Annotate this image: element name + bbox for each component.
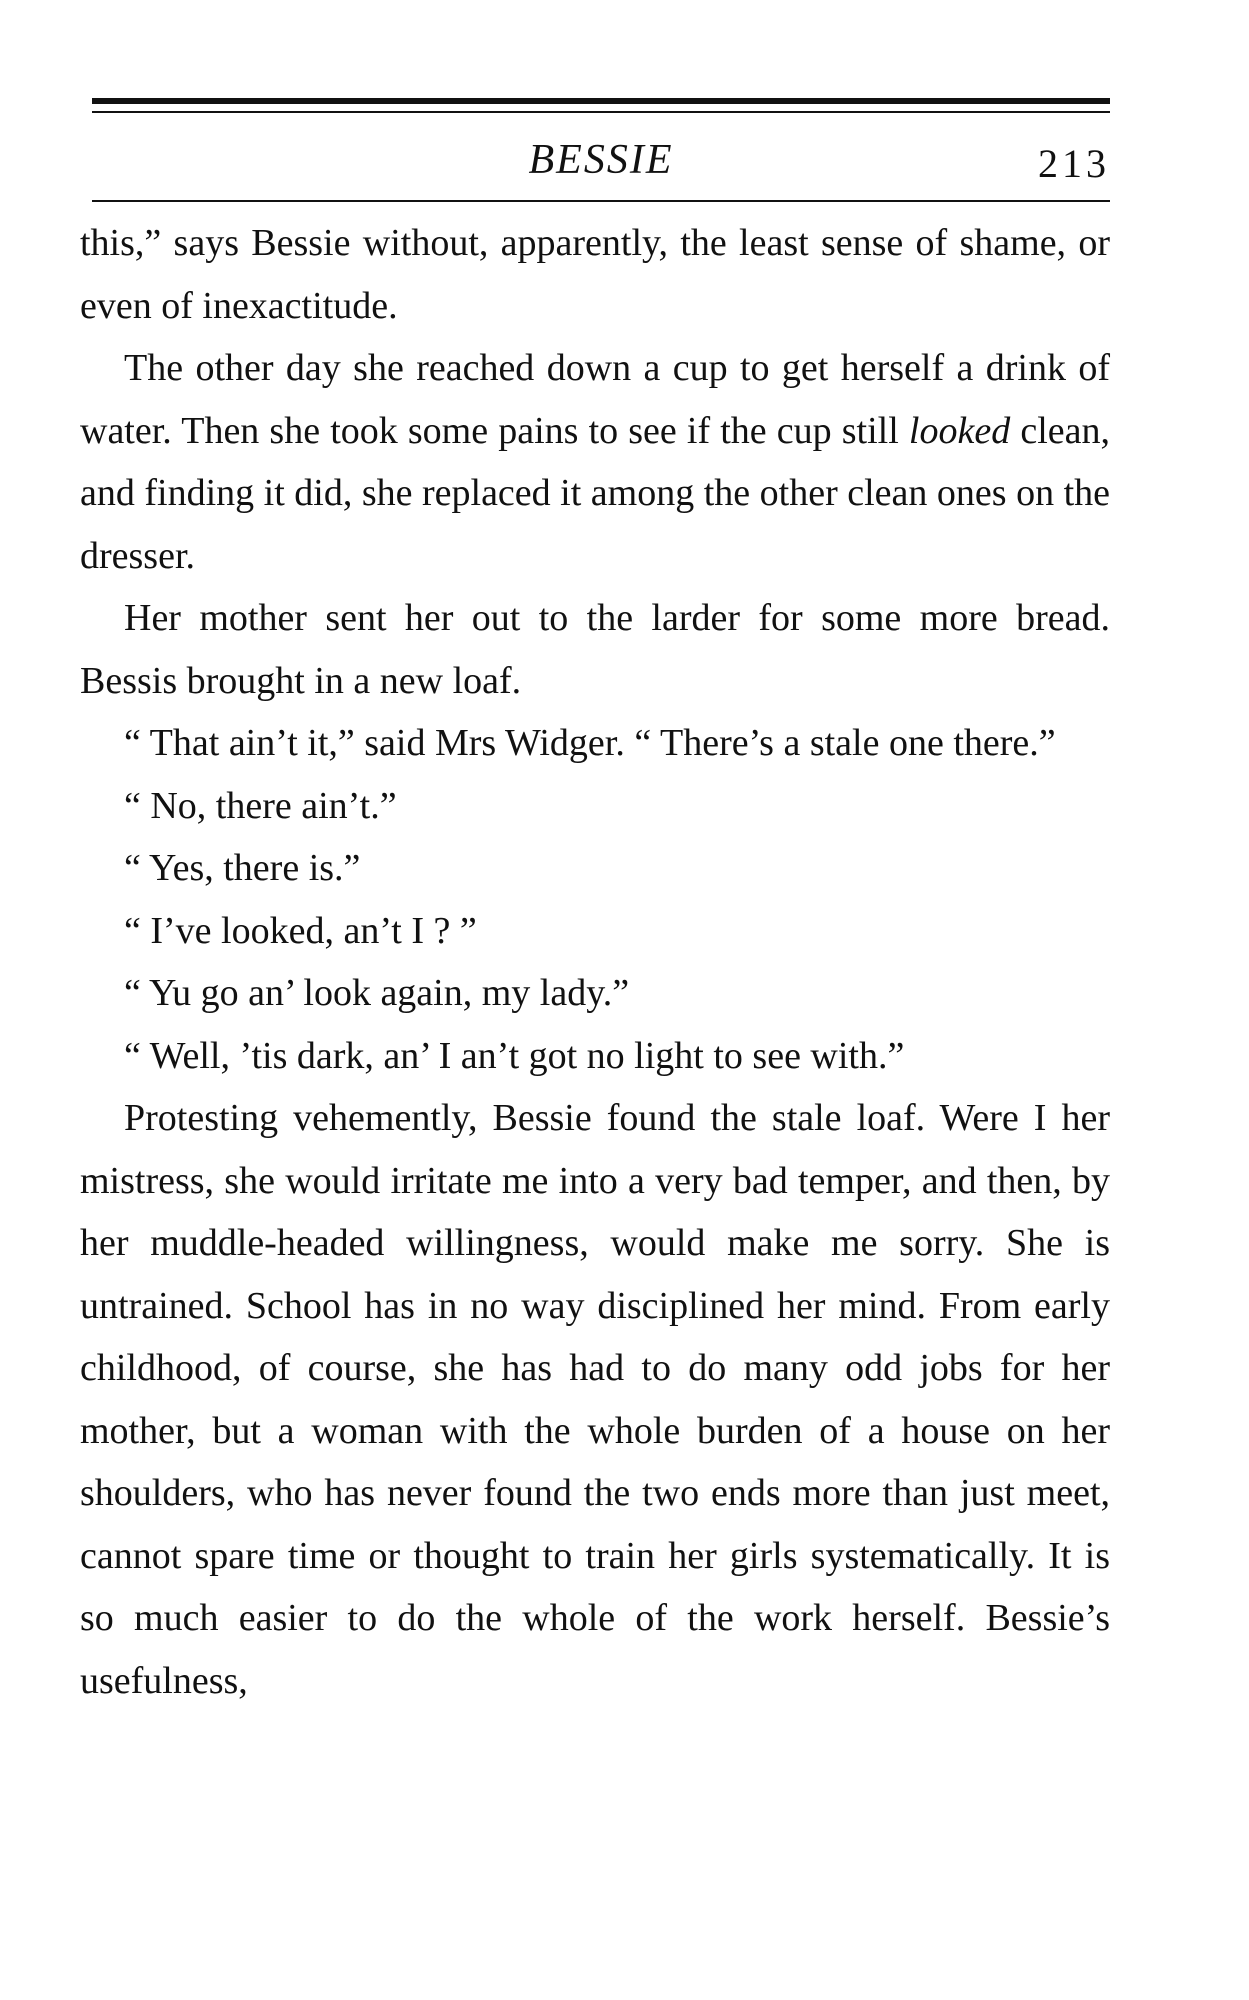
paragraph-10: Protesting vehemently, Bessie found the stale loaf. Were I her mistress, she would irritate me into a very bad temper, and then, by her muddle-headed willingness, would make me sorry. She is untrained. School has in no way disciplined her mind. From early childhood, of course, she has had to do many odd jobs for her mother, but a woman with the whole burden of a house on her shoulders, who has never found the two ends more than just meet, cannot spare time or thought to train her girls systematically. It is so much easier to do the whole of the work herself. Bessie’s usefulness,: [80, 1097, 1110, 1702]
header-rule-thick: [92, 98, 1110, 104]
page-number: 213: [1038, 141, 1110, 186]
paragraph-4: “ That ain’t it,” said Mrs Widger. “ There’s a stale one there.”: [124, 722, 1056, 764]
paragraph-5: “ No, there ain’t.”: [124, 784, 397, 827]
paragraph-8: “ Yu go an’ look again, my lady.”: [124, 972, 630, 1014]
running-head: [92, 130, 1110, 190]
paragraph-6: “ Yes, there is.”: [124, 847, 361, 889]
paragraph-1: this,” says Bessie without, apparently, the least sense of shame, or even of inexactitude.: [80, 222, 1110, 327]
running-title: BESSIE: [528, 137, 674, 183]
paragraph-9: “ Well, ’tis dark, an’ I an’t got no light to see with.”: [124, 1034, 905, 1077]
paragraph-2: [80, 337, 1110, 587]
paragraph-2-italic: looked: [908, 409, 1011, 452]
paragraph-2-start: The other day she reached down a cup to get herself a drink of water. Then she took some pains to see if the cup still: [80, 347, 1110, 452]
header-underline: [92, 200, 1110, 202]
paragraph-7: “ I’ve looked, an’t I ? ”: [124, 909, 477, 952]
paragraph-3: Her mother sent her out to the larder for some more bread. Bessis brought in a new loaf.: [80, 597, 1110, 702]
body-text: [80, 212, 1110, 1712]
paragraph-2-end: clean, and finding it did, she replaced it among the other clean ones on the dresser.: [80, 409, 1110, 577]
header-rule-thin: [92, 111, 1110, 113]
